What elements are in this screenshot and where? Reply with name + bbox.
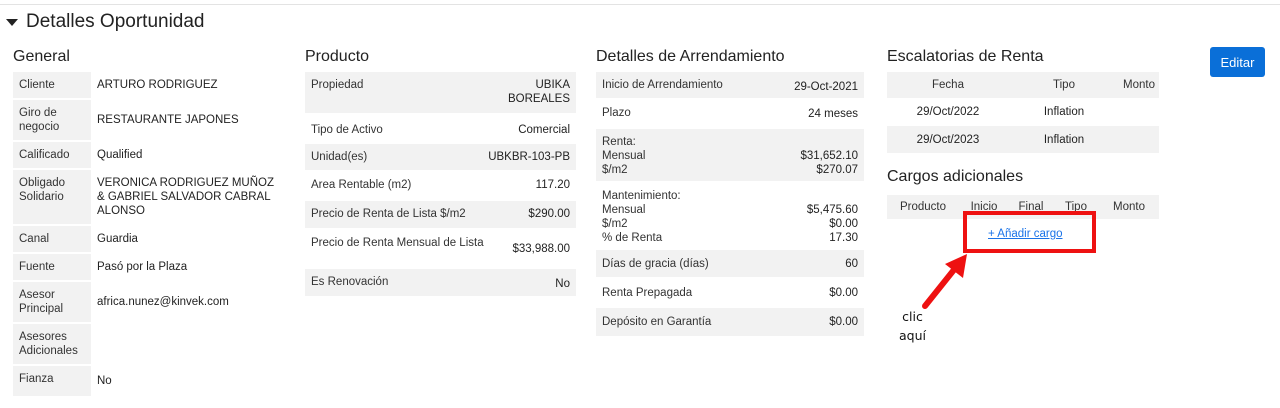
general-row xyxy=(13,282,285,324)
field-label: Fianza xyxy=(13,366,91,396)
field-value: $0.00 xyxy=(829,287,858,299)
field-label: Plazo xyxy=(602,107,631,119)
field-value: 60 xyxy=(845,258,858,270)
field-value-group xyxy=(754,183,864,248)
field-value: Pasó por la Plaza xyxy=(91,254,285,280)
arrendamiento-row xyxy=(596,72,864,100)
table-row xyxy=(887,126,1159,154)
field-value: 117.20 xyxy=(535,179,570,191)
field-label: Inicio de Arrendamiento xyxy=(602,79,723,91)
field-value: $33,988.00 xyxy=(512,243,570,255)
producto-row xyxy=(305,201,576,230)
column-header: Monto xyxy=(1113,201,1145,213)
table-cell: 29/Oct/2023 xyxy=(916,133,980,146)
general-row xyxy=(13,100,285,142)
arrendamiento-row xyxy=(596,183,864,250)
field-sublabel: $/m2 xyxy=(602,218,628,230)
field-value: RESTAURANTE JAPONES xyxy=(91,100,285,140)
table-cell: 29/Oct/2022 xyxy=(916,105,980,118)
column-header: Inicio xyxy=(970,201,998,213)
field-value: $5,475.60 xyxy=(806,204,858,216)
field-value: africa.nunez@kinvek.com xyxy=(91,282,285,322)
table-cell: Inflation xyxy=(1043,105,1085,118)
field-value: No xyxy=(91,366,285,396)
producto-row xyxy=(305,172,576,201)
annotation-line: clic xyxy=(902,309,923,324)
table-row xyxy=(887,98,1159,126)
column-header: Final xyxy=(1018,201,1044,213)
field-label: Asesor Principal xyxy=(13,282,91,322)
field-value: VERONICA RODRIGUEZ MUÑOZ & GABRIEL SALVADOR CABRAL ALONSO xyxy=(91,170,285,224)
annotation-arrow-icon xyxy=(915,250,975,312)
general-row xyxy=(13,366,285,398)
producto-row xyxy=(305,72,576,115)
field-value: 29-Oct-2021 xyxy=(794,81,858,93)
field-value: 24 meses xyxy=(808,108,858,120)
field-label: Obligado Solidario xyxy=(13,170,91,224)
column-header: Tipo xyxy=(1065,201,1087,213)
producto-panel xyxy=(305,46,576,298)
field-label: Mantenimiento: xyxy=(602,190,681,202)
field-label: Calificado xyxy=(13,142,91,168)
field-label: Renta: xyxy=(602,136,636,148)
field-value: $0.00 xyxy=(829,316,858,328)
field-label-group xyxy=(596,129,754,181)
column-header: Tipo xyxy=(1053,79,1075,91)
arrendamiento-row xyxy=(596,308,864,338)
table-cell: Inflation xyxy=(1043,133,1085,146)
producto-row xyxy=(305,230,576,269)
field-label: Asesores Adicionales xyxy=(13,324,91,364)
field-value: $290.00 xyxy=(528,208,570,220)
field-label: Precio de Renta Mensual de Lista xyxy=(311,237,484,249)
edit-button[interactable]: Editar xyxy=(1210,47,1265,77)
highlight-box xyxy=(963,211,1096,253)
cargos-title: Cargos adicionales xyxy=(887,168,1024,185)
field-value: Qualified xyxy=(91,142,285,168)
field-label: Depósito en Garantía xyxy=(602,316,712,328)
column-header: Producto xyxy=(899,201,947,213)
annotation-note xyxy=(899,307,926,345)
escalatorias-panel xyxy=(887,46,1159,154)
arrendamiento-row xyxy=(596,100,864,129)
arrendamiento-panel xyxy=(596,46,864,338)
producto-row xyxy=(305,144,576,172)
caret-down-icon xyxy=(6,19,18,26)
producto-row xyxy=(305,269,576,298)
arrendamiento-row xyxy=(596,250,864,279)
general-row xyxy=(13,254,285,282)
field-label: Area Rentable (m2) xyxy=(311,179,412,191)
field-sublabel: % de Renta xyxy=(602,232,663,244)
field-label: Tipo de Activo xyxy=(311,124,383,136)
field-value: $31,652.10 xyxy=(800,150,858,162)
field-label: Propiedad xyxy=(311,79,364,91)
field-value: $0.00 xyxy=(829,218,858,230)
arrendamiento-row xyxy=(596,129,864,183)
field-sublabel: $/m2 xyxy=(602,164,628,176)
field-sublabel: Mensual xyxy=(602,204,646,216)
field-label: Fuente xyxy=(13,254,91,280)
general-title: General xyxy=(13,48,70,65)
field-value: UBKBR-103-PB xyxy=(488,151,570,163)
escalatorias-title: Escalatorias de Renta xyxy=(887,48,1044,65)
field-label-group xyxy=(596,183,754,248)
field-label: Canal xyxy=(13,226,91,252)
field-value xyxy=(91,324,285,364)
field-value: ARTURO RODRIGUEZ xyxy=(91,72,285,98)
section-toggle[interactable] xyxy=(6,10,205,34)
top-divider xyxy=(0,4,1280,5)
field-label: Unidad(es) xyxy=(311,151,368,163)
general-row xyxy=(13,72,285,100)
field-label: Es Renovación xyxy=(311,276,389,288)
section-title: Detalles Oportunidad xyxy=(26,11,205,32)
field-value: $270.07 xyxy=(816,164,858,176)
general-panel xyxy=(13,46,285,398)
column-header: Fecha xyxy=(932,79,964,91)
field-value: UBIKA BOREALES xyxy=(508,79,570,105)
field-label: Días de gracia (días) xyxy=(602,258,709,270)
arrendamiento-row xyxy=(596,279,864,308)
field-value: Comercial xyxy=(518,124,570,136)
general-row xyxy=(13,170,285,226)
general-row xyxy=(13,226,285,254)
add-charge-link[interactable]: + Añadir cargo xyxy=(988,228,1063,240)
field-value: Guardia xyxy=(91,226,285,252)
annotation-line: aquí xyxy=(899,328,926,343)
arrendamiento-title: Detalles de Arrendamiento xyxy=(596,48,785,65)
field-value: 17.30 xyxy=(829,232,858,244)
field-value: No xyxy=(555,278,570,290)
field-value-group xyxy=(754,129,864,181)
general-row xyxy=(13,142,285,170)
field-sublabel: Mensual xyxy=(602,150,646,162)
producto-title: Producto xyxy=(305,48,370,65)
field-label: Precio de Renta de Lista $/m2 xyxy=(311,208,466,220)
escalatorias-header xyxy=(887,72,1159,98)
column-header: Monto xyxy=(1123,79,1155,91)
producto-row xyxy=(305,115,576,144)
field-label: Cliente xyxy=(13,72,91,98)
field-label: Giro de negocio xyxy=(13,100,91,140)
general-row xyxy=(13,324,285,366)
field-label: Renta Prepagada xyxy=(602,287,693,299)
